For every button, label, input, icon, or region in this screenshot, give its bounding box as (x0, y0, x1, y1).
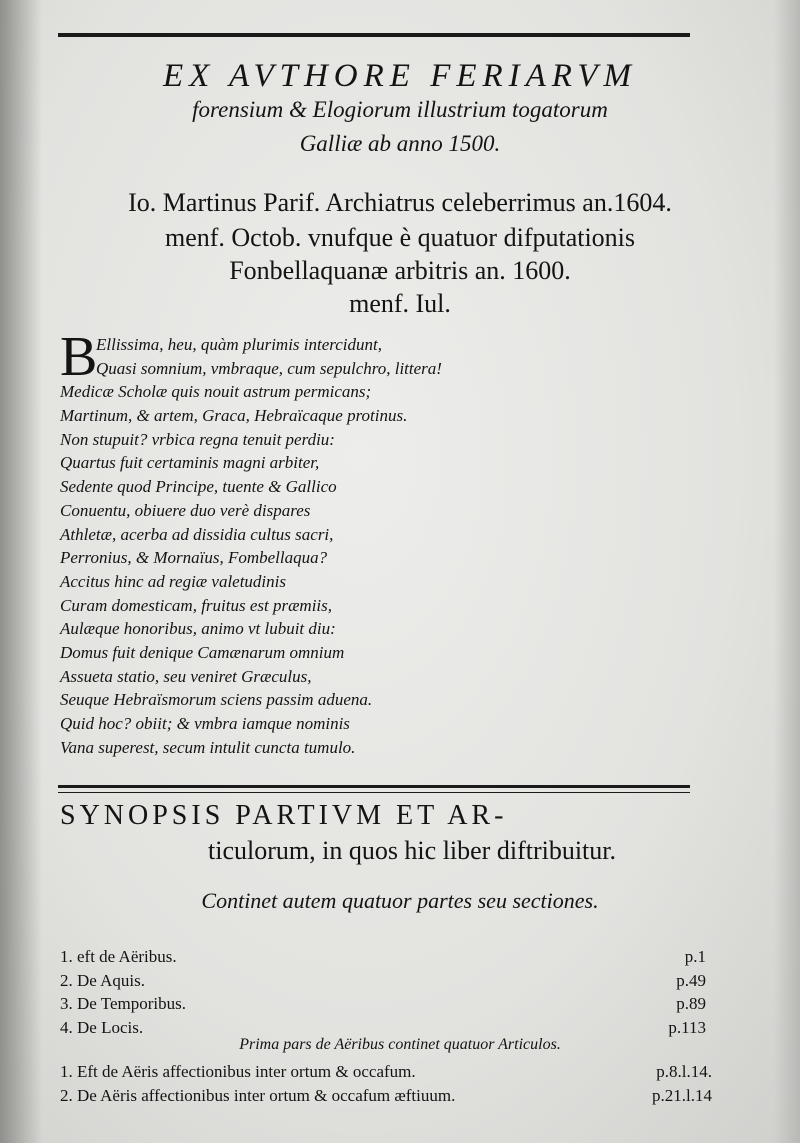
poem-line: Aulæque honoribus, animo vt lubuit diu: (60, 619, 336, 639)
poem-line: Seuque Hebraïsmorum sciens passim aduena. (60, 690, 373, 710)
poem-line: Perronius, & Mornaïus, Fombellaqua? (60, 548, 328, 568)
prima-pars-heading: Prima pars de Aëribus continet quatuor Articulos. (239, 1036, 561, 1053)
title-line-3: Fonbellaquanæ arbitris an. 1600. (229, 256, 571, 285)
toc-label: 4. De Locis. (60, 1017, 144, 1037)
section-rule-thin (58, 792, 690, 793)
header-line-3: Galliæ ab anno 1500. (299, 131, 501, 156)
article-page: p.21.l.14 (652, 1086, 712, 1105)
toc-page: p.113 (668, 1017, 706, 1037)
poem-line: Quartus fuit certaminis magni arbiter, (60, 453, 320, 473)
poem-line: Assueta statio, seu veniret Græculus, (60, 666, 312, 686)
poem-line: Quasi somnium, vmbraque, cum sepulchro, littera! (96, 358, 442, 378)
section-rule (58, 785, 690, 788)
toc-item (60, 969, 720, 993)
synopsis-subtitle: Continet autem quatuor partes seu sectiones. (201, 888, 599, 913)
toc-page: p.49 (676, 970, 706, 990)
article-item (60, 1084, 720, 1108)
title-line-4: menf. Iul. (349, 289, 451, 318)
toc-label: 1. eft de Aëribus. (60, 947, 177, 966)
toc-label: 3. De Temporibus. (60, 994, 186, 1014)
poem-line: Martinum, & artem, Graca, Hebraïcaque protinus. (60, 406, 408, 426)
drop-cap: B (60, 326, 98, 388)
title-line-2: menf. Octob. vnufque è quatuor difputationis (164, 223, 636, 252)
article-list (60, 1060, 720, 1108)
poem-line: Vana superest, secum intulit cuncta tumulo. (60, 737, 356, 757)
elegy-poem (60, 326, 620, 759)
article-label: 2. De Aëris affectionibus inter ortum & occafum æftiuum. (60, 1086, 456, 1105)
poem-line: Non stupuit? vrbica regna tenuit perdiu: (60, 429, 335, 449)
title-line-1: Io. Martinus Parif. Archiatrus celeberrimus an.1604. (128, 188, 672, 217)
toc-item (60, 945, 720, 969)
toc-page: p.1 (684, 947, 706, 966)
poem-line: Ellissima, heu, quàm plurimis intercidunt, (96, 335, 383, 354)
article-page: p.8.l.14. (656, 1062, 712, 1081)
poem-line: Medicæ Scholæ quis nouit astrum permicans; (60, 382, 372, 402)
poem-line: Sedente quod Principe, tuente & Gallico (60, 477, 337, 497)
article-item (60, 1060, 720, 1084)
header-line-1: EX AVTHORE FERIARVM (162, 58, 638, 94)
toc-page: p.89 (676, 994, 706, 1014)
toc-label: 2. De Aquis. (60, 970, 145, 990)
article-label: 1. Eft de Aëris affectionibus inter ortum & occafum. (60, 1062, 416, 1081)
top-rule (58, 33, 690, 37)
poem-line: Accitus hinc ad regiæ valetudinis (60, 571, 286, 591)
toc-item (60, 992, 720, 1016)
header-line-2: forensium & Elogiorum illustrium togatorum (192, 97, 608, 122)
poem-line: Curam domesticam, fruitus est præmiis, (60, 595, 333, 615)
poem-line: Quid hoc? obiit; & vmbra iamque nominis (60, 714, 350, 733)
poem-line: Conuentu, obiuere duo verè dispares (60, 500, 311, 520)
synopsis-heading-cont: ticulorum, in quos hic liber diftribuitur. (208, 836, 617, 865)
table-of-contents (60, 945, 720, 1039)
poem-line: Domus fuit denique Camænarum omnium (60, 642, 345, 662)
synopsis-heading: SYNOPSIS PARTIVM ET AR- (60, 800, 508, 831)
poem-line: Athletæ, acerba ad dissidia cultus sacri, (60, 524, 334, 544)
